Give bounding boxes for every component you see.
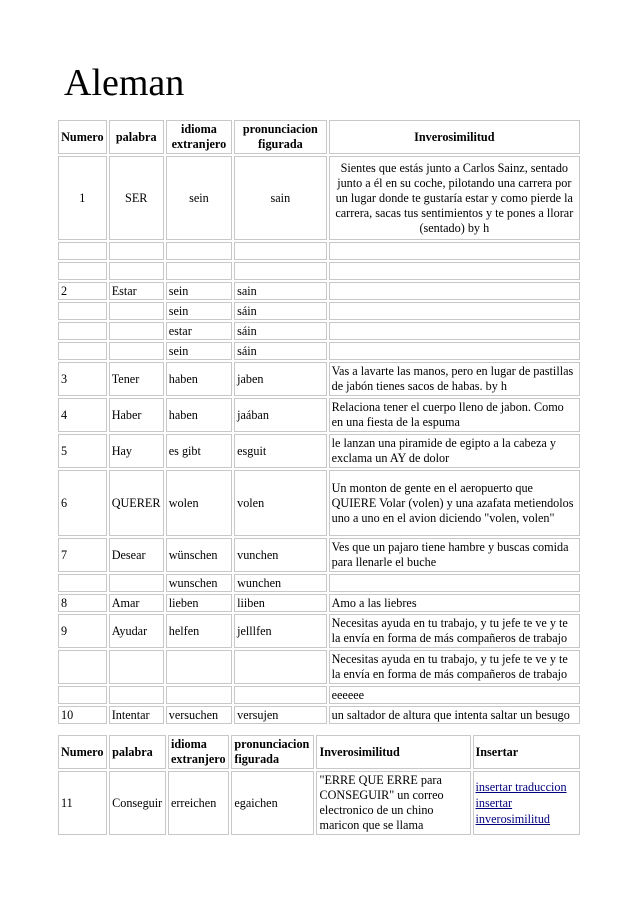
cell-idioma: haben (166, 362, 232, 396)
cell-numero: 2 (58, 282, 107, 300)
cell-inverosimilitud (329, 342, 580, 360)
cell-pronunciacion: sáin (234, 342, 327, 360)
header-idioma: idioma extranjero (166, 120, 232, 154)
cell-pronunciacion: jaában (234, 398, 327, 432)
cell-inverosimilitud (329, 282, 580, 300)
cell-inverosimilitud: Necesitas ayuda en tu trabajo, y tu jefe te ve y te la envía en forma de más compañeros de trabajo (329, 650, 580, 684)
cell-pronunciacion (234, 686, 327, 704)
cell-pronunciacion: egaichen (231, 771, 314, 835)
cell-palabra (109, 574, 164, 592)
cell-palabra: Intentar (109, 706, 164, 724)
cell-pronunciacion (234, 242, 327, 260)
table-row (58, 650, 580, 684)
cell-pronunciacion: sain (234, 282, 327, 300)
cell-numero (58, 686, 107, 704)
cell-inverosimilitud: Un monton de gente en el aeropuerto que QUIERE Volar (volen) y una azafata metiendolos uno a uno en el avion diciendo "volen, volen" (329, 470, 580, 536)
cell-pronunciacion: sáin (234, 322, 327, 340)
header-numero: Numero (58, 120, 107, 154)
cell-inverosimilitud (329, 322, 580, 340)
cell-idioma: sein (166, 156, 232, 240)
cell-palabra: QUERER (109, 470, 164, 536)
cell-idioma: versuchen (166, 706, 232, 724)
table-row (58, 538, 580, 572)
cell-inverosimilitud (329, 574, 580, 592)
cell-palabra: Haber (109, 398, 164, 432)
cell-inverosimilitud: Amo a las liebres (329, 594, 580, 612)
cell-numero: 3 (58, 362, 107, 396)
cell-pronunciacion: sain (234, 156, 327, 240)
cell-idioma: sein (166, 282, 232, 300)
table-row (58, 362, 580, 396)
table-row (58, 342, 580, 360)
table-row (58, 398, 580, 432)
cell-palabra: Conseguir (109, 771, 166, 835)
cell-numero: 10 (58, 706, 107, 724)
cell-idioma: erreichen (168, 771, 229, 835)
cell-inverosimilitud: un saltador de altura que intenta saltar un besugo (329, 706, 580, 724)
insertar-traduccion-link[interactable]: insertar traduccion (475, 780, 567, 794)
cell-inverosimilitud: eeeeee (329, 686, 580, 704)
cell-palabra: Estar (109, 282, 164, 300)
cell-inverosimilitud: Ves que un pajaro tiene hambre y buscas comida para llenarle el buche (329, 538, 580, 572)
cell-pronunciacion: jaben (234, 362, 327, 396)
cell-pronunciacion: versujen (234, 706, 327, 724)
cell-numero (58, 574, 107, 592)
cell-inverosimilitud: Necesitas ayuda en tu trabajo, y tu jefe te ve y te la envía en forma de más compañeros de trabajo (329, 614, 580, 648)
cell-palabra: Amar (109, 594, 164, 612)
header2-idioma: idioma extranjero (168, 735, 229, 769)
cell-inverosimilitud: Relaciona tener el cuerpo lleno de jabon. Como en una fiesta de la espuma (329, 398, 580, 432)
cell-idioma: es gibt (166, 434, 232, 468)
cell-pronunciacion: esguit (234, 434, 327, 468)
cell-inverosimilitud: "ERRE QUE ERRE para CONSEGUIR" un correo electronico de un chino maricon que se llama (316, 771, 470, 835)
cell-numero: 6 (58, 470, 107, 536)
cell-numero: 4 (58, 398, 107, 432)
cell-numero (58, 242, 107, 260)
cell-numero: 8 (58, 594, 107, 612)
header2-numero: Numero (58, 735, 107, 769)
cell-pronunciacion: sáin (234, 302, 327, 320)
table-row (58, 594, 580, 612)
cell-inverosimilitud: le lanzan una piramide de egipto a la cabeza y exclama un AY de dolor (329, 434, 580, 468)
cell-inverosimilitud: Vas a lavarte las manos, pero en lugar de pastillas de jabón tienes sacos de habas. by h (329, 362, 580, 396)
table-row (58, 434, 580, 468)
cell-numero (58, 322, 107, 340)
header2-inverosimilitud: Inverosimilitud (316, 735, 470, 769)
cell-idioma: sein (166, 302, 232, 320)
cell-palabra (109, 342, 164, 360)
cell-idioma: sein (166, 342, 232, 360)
cell-pronunciacion: jelllfen (234, 614, 327, 648)
page-title: Aleman (64, 62, 185, 104)
cell-inverosimilitud (329, 262, 580, 280)
cell-pronunciacion: liiben (234, 594, 327, 612)
header-palabra: palabra (109, 120, 164, 154)
header2-pronunciacion: pronunciacion figurada (231, 735, 314, 769)
cell-palabra: SER (109, 156, 164, 240)
cell-numero: 1 (58, 156, 107, 240)
table-row (58, 574, 580, 592)
cell-numero (58, 342, 107, 360)
cell-idioma (166, 650, 232, 684)
table-row (58, 686, 580, 704)
cell-palabra: Hay (109, 434, 164, 468)
cell-idioma (166, 262, 232, 280)
cell-numero: 7 (58, 538, 107, 572)
cell-palabra (109, 322, 164, 340)
cell-inverosimilitud: Sientes que estás junto a Carlos Sainz, sentado junto a él en su coche, pilotando una carrera por un lugar donde te gustaría estar y como pierde la carrera, sacas tus sentimientos y te pones a llorar (sentado) by h (329, 156, 580, 240)
insertar-link[interactable]: insertar (475, 796, 513, 810)
cell-numero: 9 (58, 614, 107, 648)
table-row (58, 322, 580, 340)
cell-palabra (109, 650, 164, 684)
cell-pronunciacion: vunchen (234, 538, 327, 572)
table-row (58, 614, 580, 648)
cell-pronunciacion (234, 650, 327, 684)
cell-palabra: Ayudar (109, 614, 164, 648)
cell-palabra (109, 686, 164, 704)
cell-pronunciacion (234, 262, 327, 280)
cell-idioma: haben (166, 398, 232, 432)
new-entry-table (56, 733, 582, 837)
header2-palabra: palabra (109, 735, 166, 769)
table-row (58, 282, 580, 300)
cell-inverosimilitud (329, 242, 580, 260)
header2-insertar: Insertar (473, 735, 580, 769)
table-row (58, 242, 580, 260)
table-row (58, 156, 580, 240)
table-row (58, 470, 580, 536)
cell-idioma: estar (166, 322, 232, 340)
cell-idioma: wolen (166, 470, 232, 536)
cell-idioma (166, 242, 232, 260)
cell-pronunciacion: wunchen (234, 574, 327, 592)
cell-palabra (109, 242, 164, 260)
cell-insertar (473, 771, 580, 835)
cell-palabra (109, 262, 164, 280)
cell-numero (58, 302, 107, 320)
cell-inverosimilitud (329, 302, 580, 320)
cell-numero: 11 (58, 771, 107, 835)
vocabulary-table (56, 118, 582, 726)
cell-idioma: lieben (166, 594, 232, 612)
table-row (58, 706, 580, 724)
cell-idioma (166, 686, 232, 704)
cell-palabra: Desear (109, 538, 164, 572)
cell-palabra: Tener (109, 362, 164, 396)
cell-idioma: wünschen (166, 538, 232, 572)
cell-numero (58, 650, 107, 684)
header-pronunciacion: pronunciacion figurada (234, 120, 327, 154)
cell-numero: 5 (58, 434, 107, 468)
cell-pronunciacion: volen (234, 470, 327, 536)
cell-numero (58, 262, 107, 280)
table-row (58, 302, 580, 320)
cell-idioma: wunschen (166, 574, 232, 592)
cell-idioma: helfen (166, 614, 232, 648)
inverosimilitud-link[interactable]: inverosimilitud (475, 812, 551, 826)
header-inverosimilitud: Inverosimilitud (329, 120, 580, 154)
cell-palabra (109, 302, 164, 320)
table-row (58, 771, 580, 835)
table-row (58, 262, 580, 280)
